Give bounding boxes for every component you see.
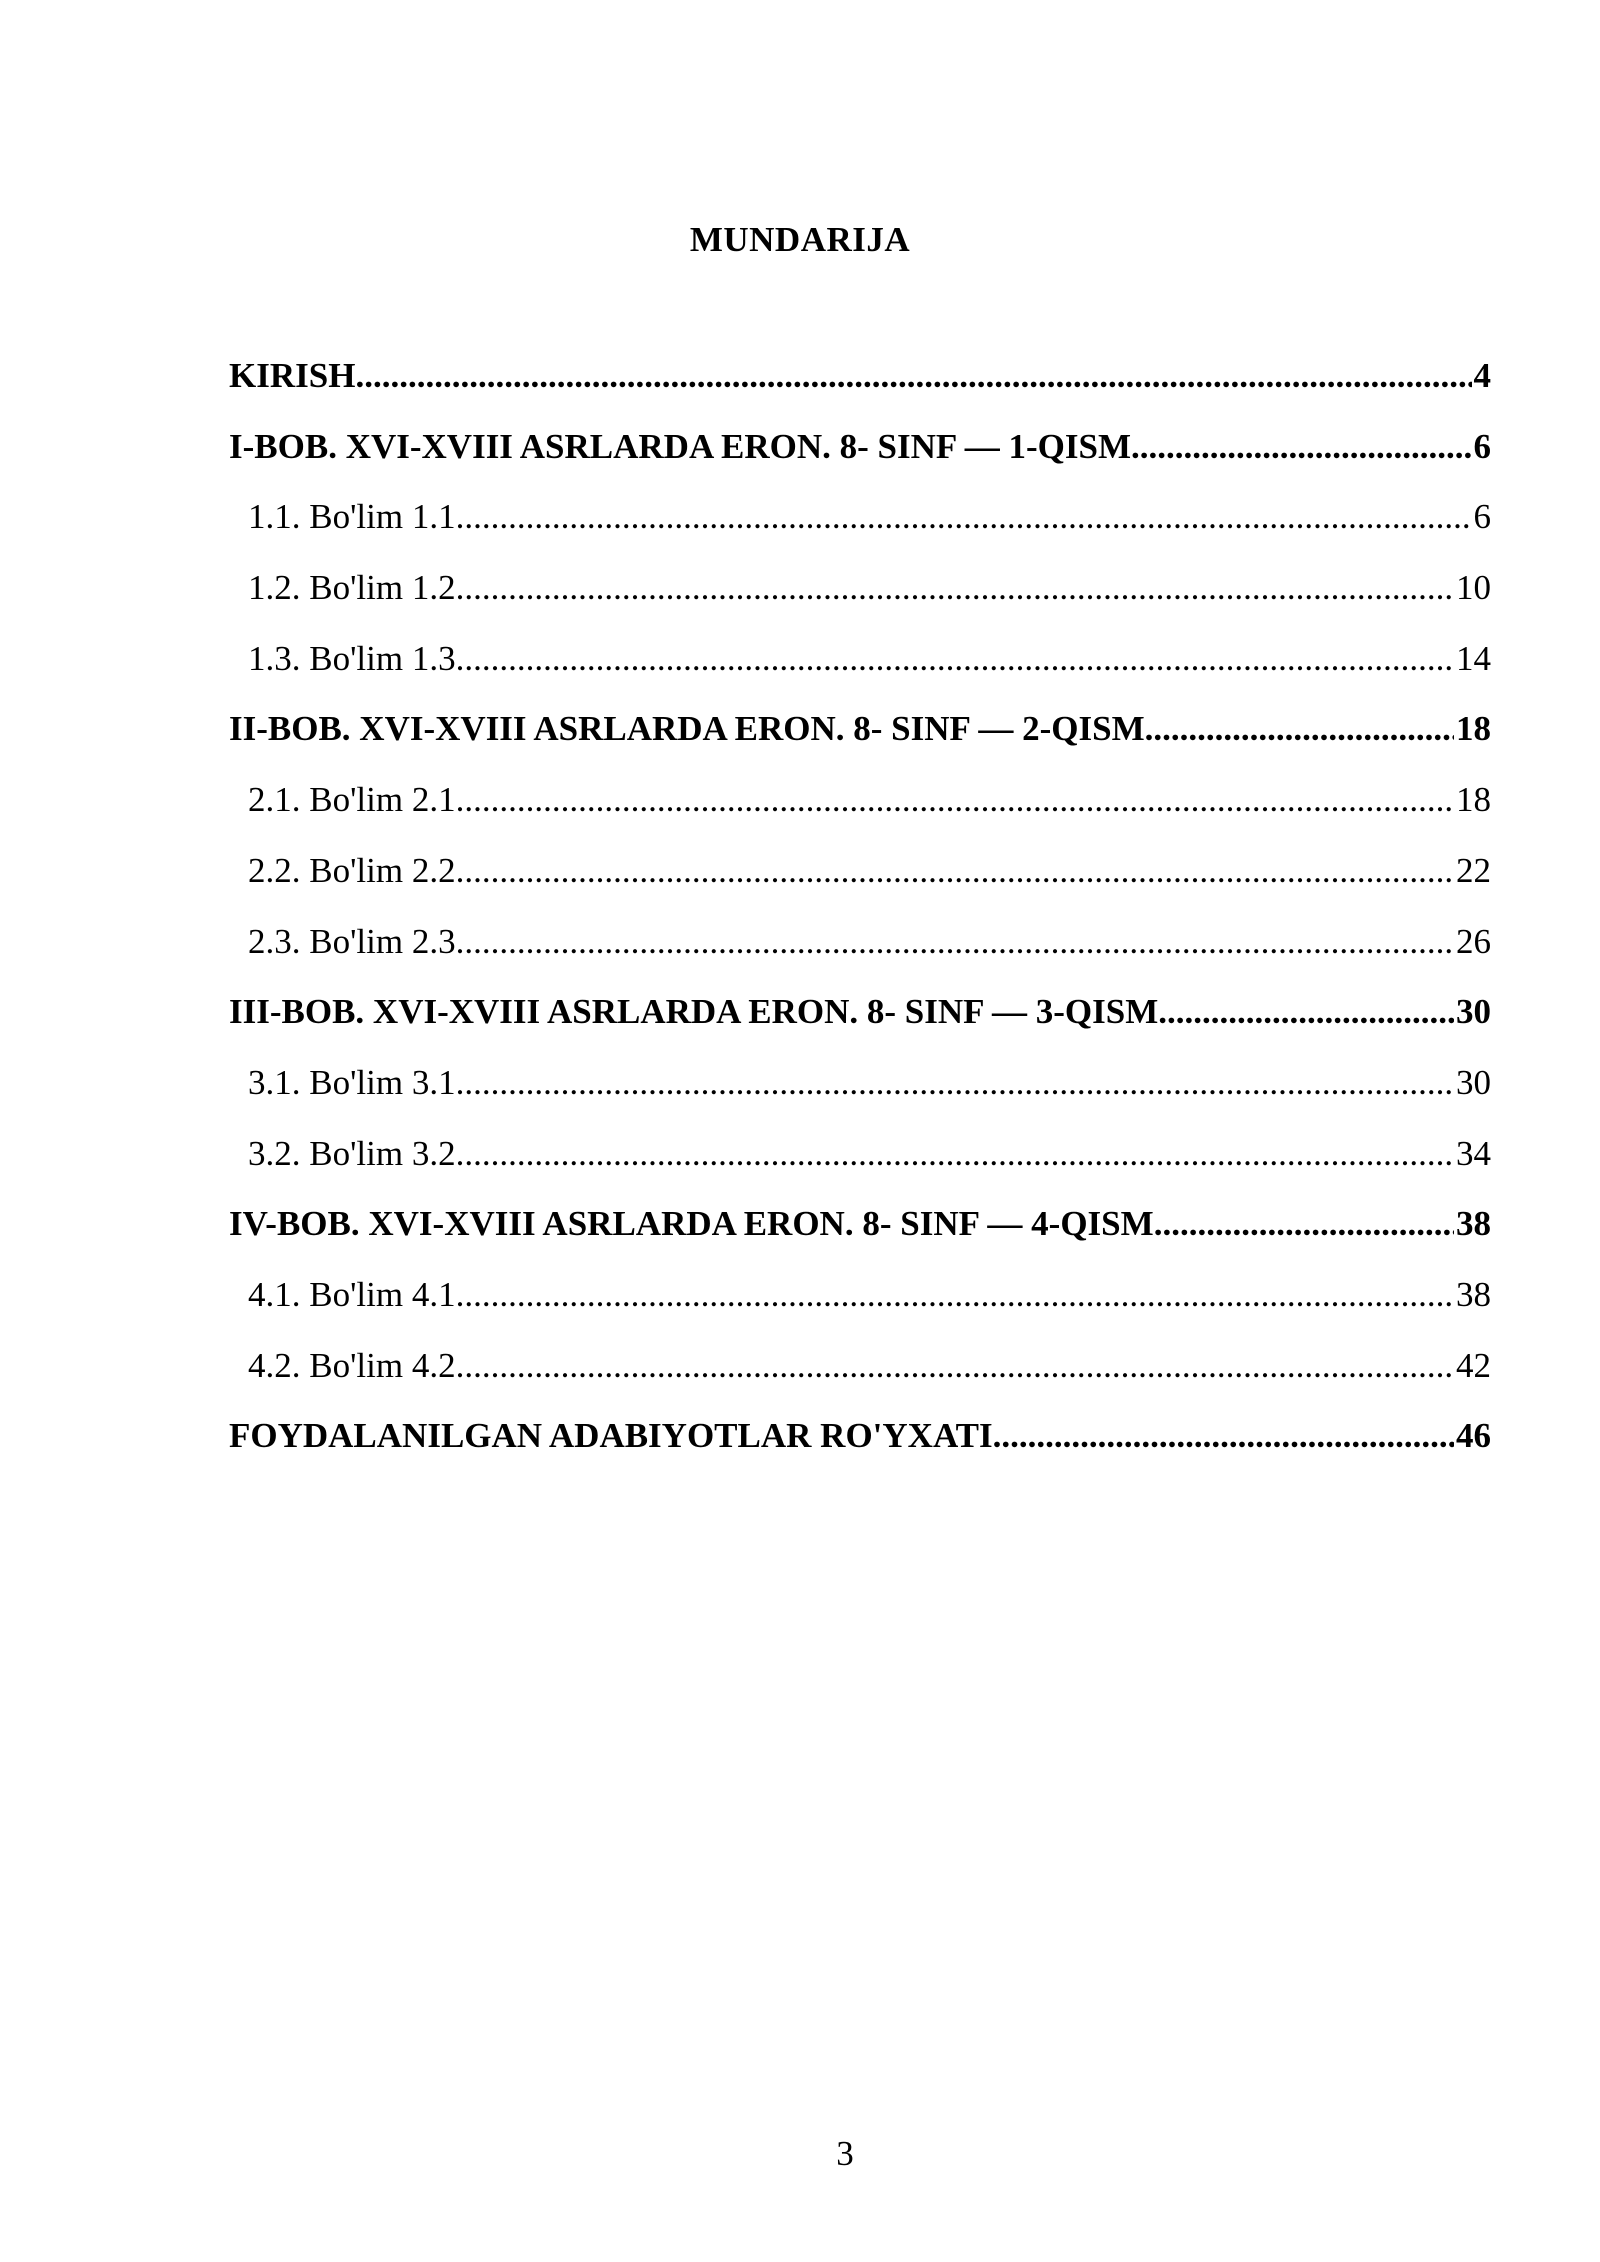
table-of-contents <box>229 352 1491 1483</box>
toc-entry-label: 4.2. Bo'lim 4.2 <box>248 1345 456 1385</box>
toc-entry-section-3-1[interactable] <box>229 1059 1491 1130</box>
dot-leader <box>456 1059 1454 1107</box>
dot-leader <box>456 493 1472 541</box>
toc-entry-page: 6 <box>1473 497 1491 537</box>
toc-entry-page: 30 <box>1456 1062 1491 1102</box>
dot-leader <box>456 847 1454 895</box>
toc-entry-label: FOYDALANILGAN ADABIYOTLAR RO'YXATI <box>229 1416 993 1456</box>
toc-entry-label: IV-BOB. XVI-XVIII ASRLARDA ERON. 8- SINF — 4-QISM <box>229 1204 1154 1244</box>
dot-leader <box>993 1412 1454 1460</box>
toc-entry-page: 14 <box>1456 638 1491 678</box>
toc-entry-chapter-3[interactable] <box>229 988 1491 1059</box>
toc-entry-label: II-BOB. XVI-XVIII ASRLARDA ERON. 8- SINF — 2-QISM <box>229 709 1145 749</box>
toc-entry-label: III-BOB. XVI-XVIII ASRLARDA ERON. 8- SINF — 3-QISM <box>229 992 1159 1032</box>
toc-entry-section-4-1[interactable] <box>229 1271 1491 1342</box>
toc-entry-section-1-3[interactable] <box>229 635 1491 706</box>
dot-leader <box>1158 988 1454 1036</box>
toc-entry-page: 34 <box>1456 1133 1491 1173</box>
toc-entry-page: 22 <box>1456 850 1491 890</box>
toc-entry-page: 46 <box>1456 1416 1491 1456</box>
page-number: 3 <box>836 2134 854 2173</box>
toc-entry-section-3-2[interactable] <box>229 1130 1491 1201</box>
toc-entry-page: 6 <box>1473 426 1491 466</box>
dot-leader <box>456 564 1454 612</box>
toc-entry-label: I-BOB. XVI-XVIII ASRLARDA ERON. 8- SINF — 1-QISM <box>229 426 1132 466</box>
toc-entry-section-2-2[interactable] <box>229 847 1491 918</box>
toc-entry-label: 4.1. Bo'lim 4.1 <box>248 1274 456 1314</box>
toc-entry-chapter-2[interactable] <box>229 705 1491 776</box>
toc-entry-page: 30 <box>1456 992 1491 1032</box>
dot-leader <box>456 918 1454 966</box>
toc-entry-page: 38 <box>1456 1204 1491 1244</box>
toc-entry-label: 2.2. Bo'lim 2.2 <box>248 850 456 890</box>
dot-leader <box>1154 1200 1454 1248</box>
toc-entry-page: 4 <box>1473 356 1491 395</box>
toc-entry-section-4-2[interactable] <box>229 1342 1491 1413</box>
toc-entry-label: 3.1. Bo'lim 3.1 <box>248 1062 456 1102</box>
toc-title: MUNDARIJA <box>689 220 911 259</box>
toc-entry-label: 3.2. Bo'lim 3.2 <box>248 1133 456 1173</box>
toc-entry-chapter-4[interactable] <box>229 1200 1491 1271</box>
toc-entry-page: 18 <box>1456 709 1491 749</box>
toc-entry-page: 38 <box>1456 1274 1491 1314</box>
dot-leader <box>456 1271 1454 1319</box>
dot-leader <box>456 635 1454 683</box>
toc-entry-chapter-1[interactable] <box>229 423 1491 494</box>
toc-entry-section-1-1[interactable] <box>229 493 1491 564</box>
toc-entry-introduction[interactable] <box>229 352 1491 423</box>
dot-leader <box>1145 705 1454 753</box>
toc-entry-page: 10 <box>1456 568 1491 608</box>
dot-leader <box>456 776 1454 824</box>
dot-leader <box>456 1342 1454 1390</box>
dot-leader <box>355 352 1471 400</box>
toc-entry-section-2-1[interactable] <box>229 776 1491 847</box>
toc-entry-section-2-3[interactable] <box>229 918 1491 989</box>
toc-entry-label: 1.2. Bo'lim 1.2 <box>248 568 456 608</box>
toc-entry-label: 2.1. Bo'lim 2.1 <box>248 780 456 820</box>
toc-entry-label: 1.1. Bo'lim 1.1 <box>248 497 456 537</box>
toc-entry-label: KIRISH <box>229 356 356 395</box>
toc-entry-label: 2.3. Bo'lim 2.3 <box>248 921 456 961</box>
toc-entry-page: 26 <box>1456 921 1491 961</box>
toc-entry-page: 18 <box>1456 780 1491 820</box>
toc-entry-section-1-2[interactable] <box>229 564 1491 635</box>
toc-entry-label: 1.3. Bo'lim 1.3 <box>248 638 456 678</box>
toc-entry-page: 42 <box>1456 1345 1491 1385</box>
toc-entry-bibliography[interactable] <box>229 1412 1491 1483</box>
dot-leader <box>456 1130 1454 1178</box>
dot-leader <box>1131 423 1471 471</box>
